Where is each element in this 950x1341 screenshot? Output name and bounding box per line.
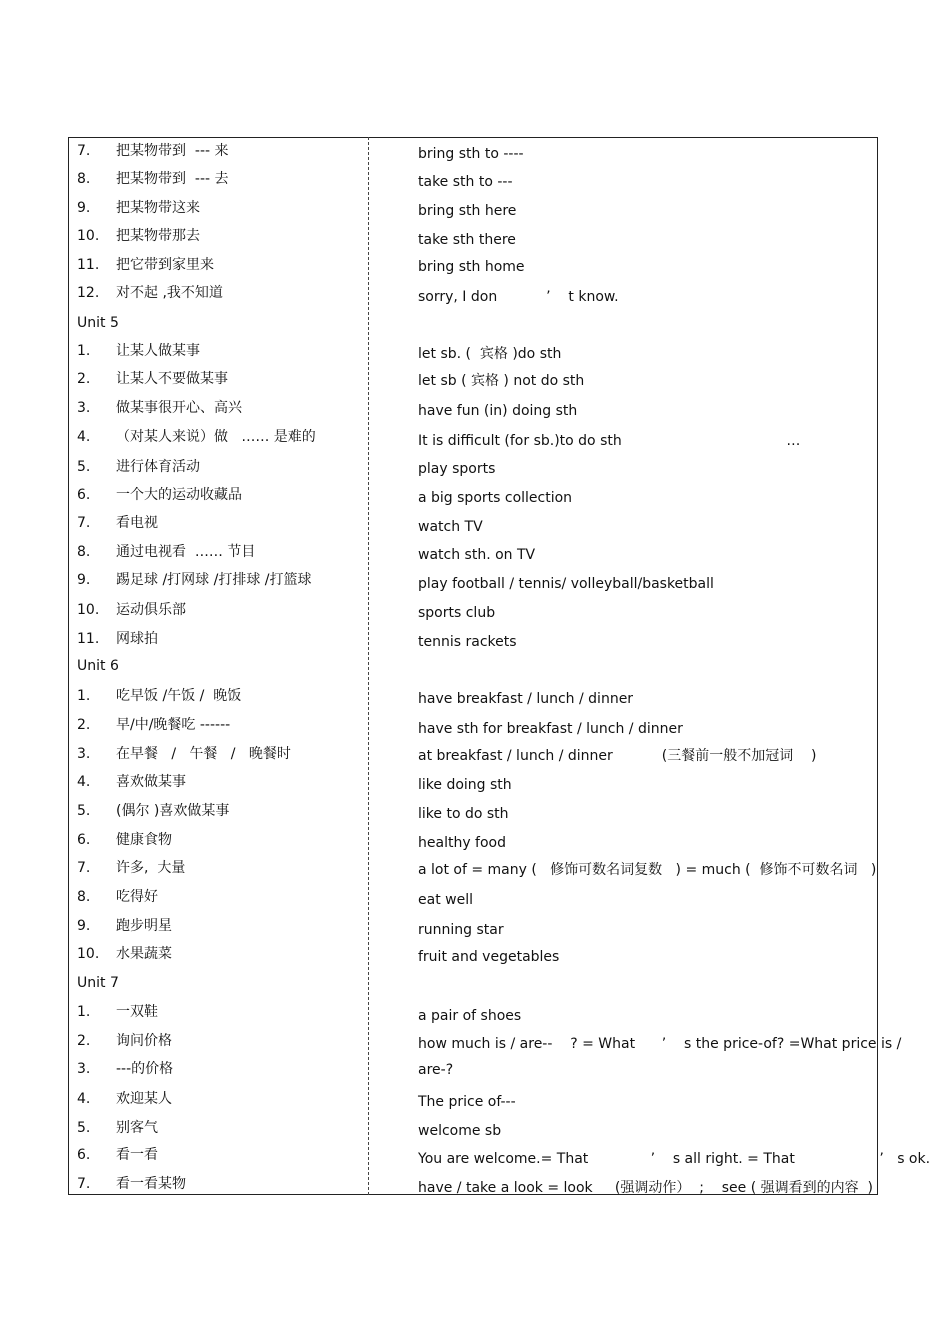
english-phrase: bring sth home bbox=[418, 259, 525, 275]
table-row bbox=[0, 854, 950, 882]
chinese-phrase: 吃早饭 /午饭 / 晚饭 bbox=[116, 688, 242, 704]
item-number: 8. bbox=[77, 889, 91, 905]
table-row bbox=[0, 279, 950, 307]
chinese-phrase: 让某人不要做某事 bbox=[116, 371, 228, 387]
item-number: 1. bbox=[77, 1004, 91, 1020]
chinese-phrase: 进行体育活动 bbox=[116, 459, 200, 475]
table-row bbox=[0, 423, 950, 451]
chinese-phrase: 把它带到家里来 bbox=[116, 257, 214, 273]
english-phrase: You are welcome.= That ’ s all right. = That ’ s ok. bbox=[418, 1151, 931, 1167]
english-phrase: play sports bbox=[418, 461, 496, 477]
english-phrase: take sth to --- bbox=[418, 174, 513, 190]
chinese-phrase: 许多, 大量 bbox=[116, 860, 186, 876]
item-number: 9. bbox=[77, 918, 91, 934]
unit-heading: Unit 6 bbox=[77, 658, 119, 674]
item-number: 6. bbox=[77, 832, 91, 848]
chinese-phrase: 运动俱乐部 bbox=[116, 602, 186, 618]
english-phrase: let sb ( 宾格 ) not do sth bbox=[418, 373, 585, 389]
chinese-phrase: 跑步明星 bbox=[116, 918, 172, 934]
chinese-phrase: ---的价格 bbox=[116, 1061, 174, 1077]
table-row bbox=[0, 768, 950, 796]
chinese-phrase: 水果蔬菜 bbox=[116, 946, 172, 962]
table-row bbox=[0, 826, 950, 854]
chinese-phrase: 询问价格 bbox=[116, 1033, 172, 1049]
english-phrase: It is difficult (for sb.)to do sth … bbox=[418, 433, 801, 449]
chinese-phrase: 把某物带这来 bbox=[116, 200, 200, 216]
item-number: 4. bbox=[77, 774, 91, 790]
unit-heading-row bbox=[0, 309, 950, 337]
item-number: 3. bbox=[77, 400, 91, 416]
english-phrase: like doing sth bbox=[418, 777, 512, 793]
item-number: 8. bbox=[77, 171, 91, 187]
item-number: 12. bbox=[77, 285, 100, 301]
chinese-phrase: (偶尔 )喜欢做某事 bbox=[116, 803, 230, 819]
item-number: 11. bbox=[77, 257, 100, 273]
english-phrase: play football / tennis/ volleyball/basketball bbox=[418, 576, 714, 592]
chinese-phrase: 把某物带到 --- 来 bbox=[116, 143, 229, 159]
item-number: 3. bbox=[77, 1061, 91, 1077]
item-number: 4. bbox=[77, 1091, 91, 1107]
table-row bbox=[0, 1055, 950, 1083]
item-number: 9. bbox=[77, 572, 91, 588]
table-row bbox=[0, 1085, 950, 1113]
english-phrase: eat well bbox=[418, 892, 473, 908]
item-number: 7. bbox=[77, 860, 91, 876]
item-number: 5. bbox=[77, 459, 91, 475]
table-row bbox=[0, 394, 950, 422]
chinese-phrase: 做某事很开心、高兴 bbox=[116, 400, 242, 416]
item-number: 5. bbox=[77, 803, 91, 819]
table-row bbox=[0, 566, 950, 594]
item-number: 10. bbox=[77, 946, 100, 962]
table-row bbox=[0, 538, 950, 566]
item-number: 11. bbox=[77, 631, 100, 647]
item-number: 9. bbox=[77, 200, 91, 216]
chinese-phrase: 对不起 ,我不知道 bbox=[116, 285, 223, 301]
english-phrase: healthy food bbox=[418, 835, 506, 851]
chinese-phrase: 把某物带那去 bbox=[116, 228, 200, 244]
chinese-phrase: 网球拍 bbox=[116, 631, 158, 647]
chinese-phrase: （对某人来说）做 …… 是难的 bbox=[116, 429, 316, 445]
table-row bbox=[0, 682, 950, 710]
english-phrase: let sb. ( 宾格 )do sth bbox=[418, 346, 562, 362]
table-row bbox=[0, 1027, 950, 1055]
table-row bbox=[0, 740, 950, 768]
english-phrase: sports club bbox=[418, 605, 496, 621]
table-row bbox=[0, 883, 950, 911]
item-number: 7. bbox=[77, 515, 91, 531]
english-phrase: fruit and vegetables bbox=[418, 949, 560, 965]
table-row bbox=[0, 365, 950, 393]
unit-heading-row bbox=[0, 969, 950, 997]
item-number: 1. bbox=[77, 343, 91, 359]
unit-heading-row bbox=[0, 652, 950, 680]
item-number: 6. bbox=[77, 487, 91, 503]
item-number: 7. bbox=[77, 143, 91, 159]
item-number: 1. bbox=[77, 688, 91, 704]
english-phrase: a pair of shoes bbox=[418, 1008, 522, 1024]
table-row bbox=[0, 940, 950, 968]
table-row bbox=[0, 194, 950, 222]
english-phrase: bring sth to ---- bbox=[418, 146, 524, 162]
english-phrase: have fun (in) doing sth bbox=[418, 403, 578, 419]
item-number: 2. bbox=[77, 371, 91, 387]
table-row bbox=[0, 222, 950, 250]
chinese-phrase: 健康食物 bbox=[116, 832, 172, 848]
english-phrase: running star bbox=[418, 922, 504, 938]
english-phrase: take sth there bbox=[418, 232, 516, 248]
chinese-phrase: 一个大的运动收藏品 bbox=[116, 487, 242, 503]
chinese-phrase: 看一看 bbox=[116, 1147, 158, 1163]
table-row bbox=[0, 137, 950, 165]
english-phrase: are-? bbox=[418, 1062, 454, 1078]
english-phrase: tennis rackets bbox=[418, 634, 517, 650]
table-row bbox=[0, 625, 950, 653]
table-row bbox=[0, 1114, 950, 1142]
table-row bbox=[0, 165, 950, 193]
item-number: 7. bbox=[77, 1176, 91, 1192]
english-phrase: welcome sb bbox=[418, 1123, 502, 1139]
table-row bbox=[0, 797, 950, 825]
chinese-phrase: 早/中/晚餐吃 ------ bbox=[116, 717, 231, 733]
chinese-phrase: 让某人做某事 bbox=[116, 343, 200, 359]
chinese-phrase: 踢足球 /打网球 /打排球 /打篮球 bbox=[116, 572, 312, 588]
english-phrase: have / take a look = look (强调动作） ; see ( 强调看到的内容 ) bbox=[418, 1180, 873, 1196]
english-phrase: at breakfast / lunch / dinner (三餐前一般不加冠词 ) bbox=[418, 748, 817, 764]
item-number: 3. bbox=[77, 746, 91, 762]
item-number: 4. bbox=[77, 429, 91, 445]
item-number: 10. bbox=[77, 228, 100, 244]
table-row bbox=[0, 251, 950, 279]
unit-heading: Unit 7 bbox=[77, 975, 119, 991]
english-phrase: a lot of = many ( 修饰可数名词复数 ) = much ( 修饰不可数名词 ) bbox=[418, 862, 877, 878]
english-phrase: a big sports collection bbox=[418, 490, 573, 506]
table-row bbox=[0, 596, 950, 624]
table-row bbox=[0, 509, 950, 537]
english-phrase: how much is / are-- ? = What ’ s the price-of? =What price is / bbox=[418, 1036, 902, 1052]
chinese-phrase: 看电视 bbox=[116, 515, 158, 531]
table-row bbox=[0, 453, 950, 481]
item-number: 5. bbox=[77, 1120, 91, 1136]
english-phrase: have breakfast / lunch / dinner bbox=[418, 691, 634, 707]
table-row bbox=[0, 481, 950, 509]
table-row bbox=[0, 711, 950, 739]
chinese-phrase: 喜欢做某事 bbox=[116, 774, 186, 790]
item-number: 6. bbox=[77, 1147, 91, 1163]
english-phrase: watch sth. on TV bbox=[418, 547, 536, 563]
table-row bbox=[0, 998, 950, 1026]
english-phrase: bring sth here bbox=[418, 203, 517, 219]
english-phrase: sorry, I don ’ t know. bbox=[418, 289, 619, 305]
item-number: 2. bbox=[77, 717, 91, 733]
item-number: 10. bbox=[77, 602, 100, 618]
chinese-phrase: 吃得好 bbox=[116, 889, 158, 905]
chinese-phrase: 一双鞋 bbox=[116, 1004, 158, 1020]
chinese-phrase: 通过电视看 …… 节目 bbox=[116, 544, 256, 560]
chinese-phrase: 把某物带到 --- 去 bbox=[116, 171, 229, 187]
table-row bbox=[0, 1141, 950, 1169]
english-phrase: watch TV bbox=[418, 519, 483, 535]
chinese-phrase: 欢迎某人 bbox=[116, 1091, 172, 1107]
table-row bbox=[0, 912, 950, 940]
english-phrase: The price of--- bbox=[418, 1094, 516, 1110]
table-row bbox=[0, 337, 950, 365]
chinese-phrase: 看一看某物 bbox=[116, 1176, 186, 1192]
chinese-phrase: 在早餐 / 午餐 / 晚餐时 bbox=[116, 746, 291, 762]
english-phrase: like to do sth bbox=[418, 806, 509, 822]
item-number: 8. bbox=[77, 544, 91, 560]
unit-heading: Unit 5 bbox=[77, 315, 119, 331]
chinese-phrase: 别客气 bbox=[116, 1120, 158, 1136]
english-phrase: have sth for breakfast / lunch / dinner bbox=[418, 721, 683, 737]
table-row bbox=[0, 1170, 950, 1198]
item-number: 2. bbox=[77, 1033, 91, 1049]
